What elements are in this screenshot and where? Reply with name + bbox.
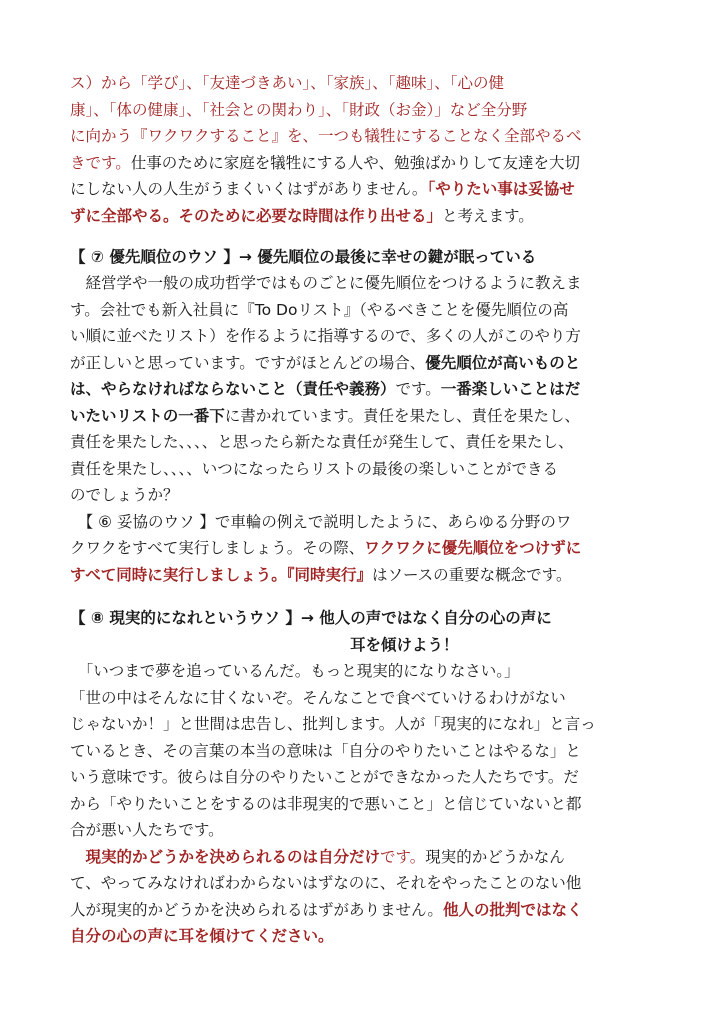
body-text: 【 ⑥ 妥協のウソ 】で車輪の例えで説明したように、あらゆる分野のワ xyxy=(70,512,572,531)
body-text: 責任を果たし、、、、いつになったらリストの最後の楽しいことができる xyxy=(70,459,558,478)
body-text: クワクをすべて実行しましょう。その際、 xyxy=(70,539,365,557)
text-line xyxy=(70,376,660,403)
body-text: す。会社でも新入社員に『To Doリスト』（やるべきことを優先順位の高 xyxy=(70,300,569,319)
text-line xyxy=(70,97,660,124)
body-text: ているとき、その言葉の本当の意味は「自分のやりたいことはやるな」と xyxy=(70,741,581,760)
bold-text: は、やらなければならないこと（責任や義務） xyxy=(70,380,396,398)
highlight-text: 他人の批判ではなく xyxy=(442,900,583,919)
body-text: 「世の中はそんなに甘くないぞ。そんなことで食べていけるわけがない xyxy=(70,688,566,707)
text-line xyxy=(70,923,660,950)
text-line xyxy=(70,562,660,589)
body-text: い順に並べたリスト）を作るように指導するので、多くの人がこのやり方 xyxy=(70,327,581,345)
highlight-text: 自分の心の声に耳を傾けてください。 xyxy=(70,927,334,945)
highlight-text: ワクワクに優先順位をつけずに xyxy=(364,539,582,557)
text-line xyxy=(70,456,660,483)
highlight-text: に向かう『ワクワクすること』を、一つも犠牲にすることなく全部やるべ xyxy=(70,127,582,145)
text-line xyxy=(70,123,660,150)
highlight-text: 現実的かどうかを決められるのは自分だけ xyxy=(85,847,381,866)
text-line xyxy=(70,685,660,712)
text-line xyxy=(70,764,660,791)
text-line xyxy=(70,844,660,871)
body-text: 責任を果たした、、、、と思ったら新たな責任が発生して、責任を果たし、 xyxy=(70,433,574,451)
text-line xyxy=(70,509,660,536)
text-line xyxy=(70,270,660,297)
highlight-text: 「やりたい事は妥協せ xyxy=(427,180,575,198)
text-line xyxy=(70,482,660,509)
highlight-text: すべて同時に実行しましょう。『同時実行』 xyxy=(70,565,372,584)
body-text: 仕事のために家庭を犠牲にする人や、勉強ばかりして友達を大切 xyxy=(130,153,580,172)
text-line xyxy=(70,403,660,430)
section-8-heading-line-1: 【 ⑧ 現実的になれというウソ 】→ 他人の声ではなく自分の心の声に xyxy=(70,609,552,627)
body-text: じゃないか！」と世間は忠告し、批判します。人が「現実的になれ」と言っ xyxy=(70,715,596,733)
body-text: 現実的かどうかなん xyxy=(425,847,565,866)
body-text: はソースの重要な概念です。 xyxy=(371,565,572,584)
body-text: て、やってみなければわからないはずなのに、それをやったことのない他 xyxy=(70,874,582,892)
body-text: です。 xyxy=(395,380,441,398)
text-line xyxy=(70,897,660,924)
body-text: に書かれています。責任を果たし、責任を果たし、 xyxy=(224,406,580,425)
text-line xyxy=(70,817,660,844)
highlight-text: ずに全部やる。そのために必要な時間は作り出せる」 xyxy=(70,206,443,225)
text-line xyxy=(70,176,660,203)
text-line xyxy=(70,297,660,324)
text-line xyxy=(70,711,660,738)
text-line xyxy=(70,350,660,377)
text-line xyxy=(70,70,660,97)
body-text xyxy=(70,848,86,866)
body-text: が正しいと思っています。ですがほとんどの場合、 xyxy=(70,353,426,372)
section-7-body xyxy=(70,270,660,588)
text-line xyxy=(70,535,660,562)
bold-text: 一番楽しいことはだ xyxy=(440,380,581,398)
section-8-heading xyxy=(70,605,660,658)
highlight-text: きです。 xyxy=(70,153,131,172)
text-line xyxy=(70,150,660,177)
highlight-text: 康」、「体の健康」、「社会との関わり」、「財政（お金）」など全分野 xyxy=(70,100,528,119)
text-line xyxy=(70,429,660,456)
highlight-text: ス）から「学び」、「友達づきあい」、「家族」、「趣味」、「心の健 xyxy=(70,74,505,92)
body-text: と考えます。 xyxy=(442,206,534,225)
highlight-text: です。 xyxy=(380,847,426,866)
body-text: から「やりたいことをするのは非現実的で悪いこと」と信じていないと都 xyxy=(70,794,582,813)
section-6-tail-paragraph xyxy=(70,70,660,229)
body-text: いう意味です。彼らは自分のやりたいことができなかった人たちです。だ xyxy=(70,768,579,786)
body-text: 合が悪い人たちです。 xyxy=(70,821,224,839)
section-8-body xyxy=(70,658,660,950)
text-line xyxy=(70,738,660,765)
body-text: にしない人の人生がうまくいくはずがありません。 xyxy=(70,180,428,198)
text-line xyxy=(70,870,660,897)
bold-text: 優先順位が高いものと xyxy=(425,353,581,372)
bold-text: いたいリストの一番下 xyxy=(70,406,225,425)
text-line xyxy=(70,658,660,685)
text-line xyxy=(70,791,660,818)
body-text: 人が現実的かどうかを決められるはずがありません。 xyxy=(70,900,443,919)
section-8-heading-line-2: 耳を傾けよう！ xyxy=(350,635,459,654)
text-line xyxy=(70,203,660,230)
text-line xyxy=(70,323,660,350)
body-text: のでしょうか？ xyxy=(70,486,179,504)
section-7-heading: 【 ⑦ 優先順位のウソ 】→ 優先順位の最後に幸せの鍵が眠っている xyxy=(70,248,537,266)
body-text: 「いつまで夢を追っているんだ。もっと現実的になりなさい。」 xyxy=(70,662,520,680)
body-text: 経営学や一般の成功哲学ではものごとに優先順位をつけるように教えま xyxy=(70,274,582,292)
